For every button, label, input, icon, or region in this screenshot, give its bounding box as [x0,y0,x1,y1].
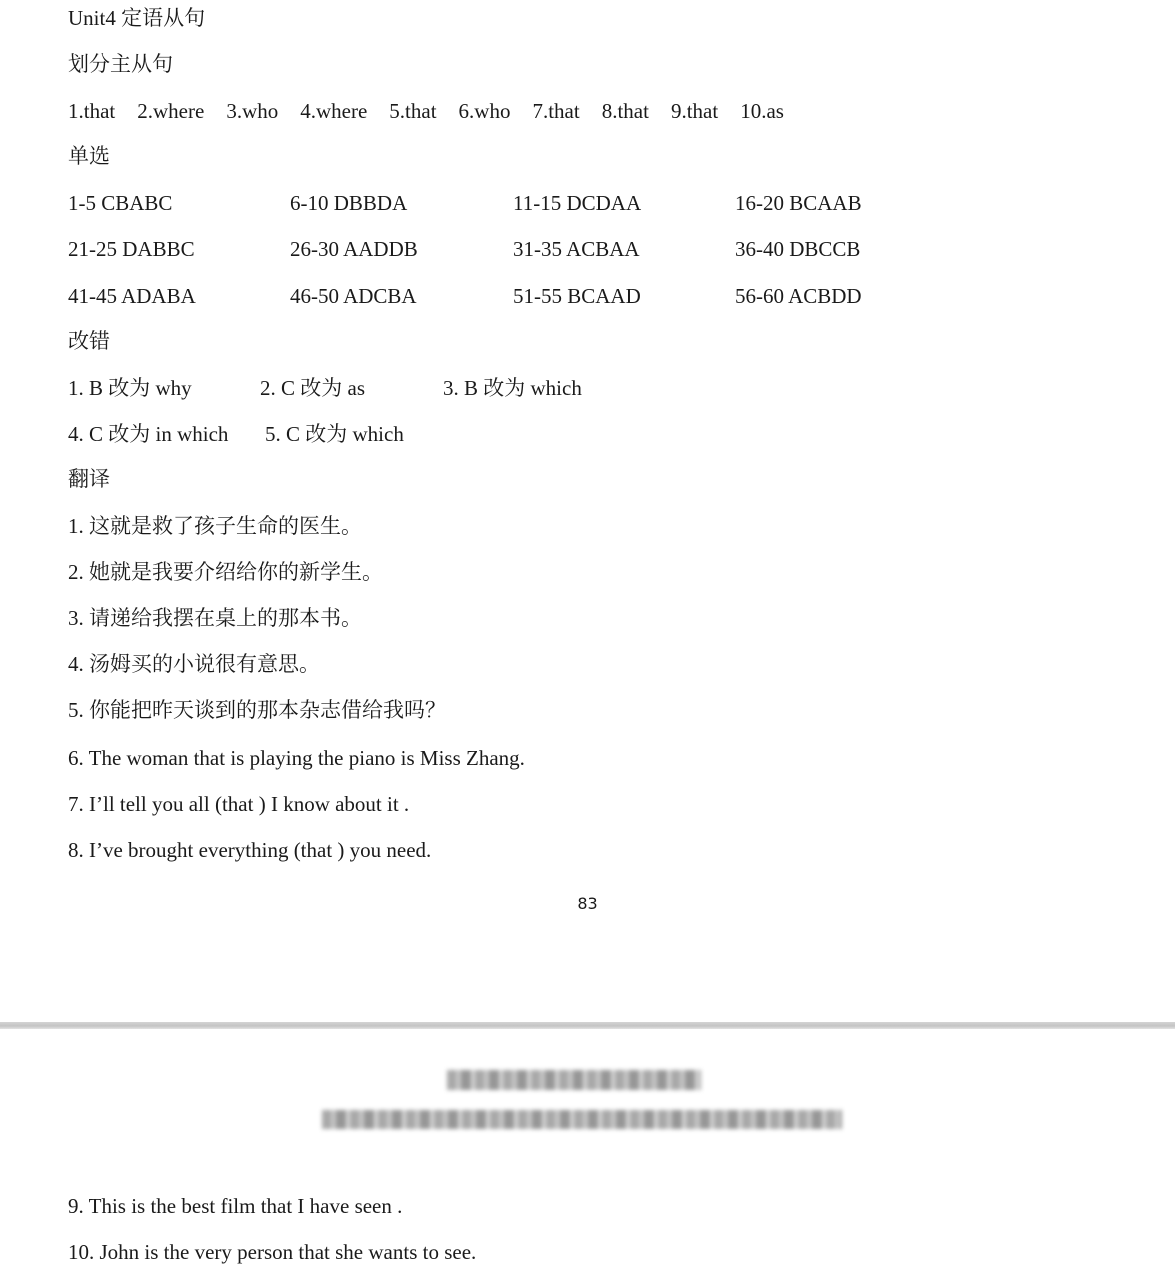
choice-group: 51-55 BCAAD [513,284,641,308]
translation-item: 1. 这就是救了孩子生命的医生。 [68,514,362,538]
clause-answer: 1.that [68,99,116,123]
clause-answer: 5.that [389,99,437,123]
section-heading-translation: 翻译 [68,467,110,491]
correction-item: 4. C 改为 in which [68,422,229,446]
choice-group: 6-10 DBBDA [290,191,408,215]
clause-answer: 2.where [137,99,205,123]
section-heading-multiple-choice: 单选 [68,144,110,168]
choice-group: 56-60 ACBDD [735,284,862,308]
correction-item: 3. B 改为 which [443,376,582,400]
translation-item: 5. 你能把昨天谈到的那本杂志借给我吗？ [68,698,446,722]
choice-group: 21-25 DABBC [68,237,195,261]
choice-group: 1-5 CBABC [68,191,173,215]
correction-item: 2. C 改为 as [260,376,365,400]
blurred-header-line [447,1070,701,1090]
page-separator [0,1022,1175,1029]
choice-group: 31-35 ACBAA [513,237,640,261]
choice-group: 36-40 DBCCB [735,237,861,261]
correction-item: 1. B 改为 why [68,376,192,400]
choice-group: 41-45 ADABA [68,284,196,308]
translation-item: 10. John is the very person that she wants to see. [68,1240,477,1264]
blurred-header-line [322,1110,842,1129]
clause-answer: 4.where [300,99,368,123]
translation-item: 7. I’ll tell you all (that ) I know about it . [68,792,410,816]
choice-group: 16-20 BCAAB [735,191,862,215]
clause-answers-line [68,97,784,125]
clause-answer: 6.who [458,99,511,123]
clause-answer: 8.that [601,99,649,123]
section-heading-error-correction: 改错 [68,329,110,353]
clause-answer: 9.that [670,99,719,123]
page-number: 83 [577,894,598,913]
translation-item: 8. I’ve brought everything (that ) you need. [68,838,432,862]
correction-item: 5. C 改为 which [265,422,404,446]
translation-item: 4. 汤姆买的小说很有意思。 [68,652,320,676]
choice-group: 11-15 DCDAA [513,191,642,215]
choice-group: 46-50 ADCBA [290,284,417,308]
clause-answer: 10.as [740,99,784,123]
translation-item: 6. The woman that is playing the piano is Miss Zhang. [68,746,525,770]
choice-group: 26-30 AADDB [290,237,418,261]
page-title: Unit4 定语从句 [68,6,206,30]
translation-item: 9. This is the best film that I have seen . [68,1194,403,1218]
clause-answer: 3.who [226,99,279,123]
translation-item: 3. 请递给我摆在桌上的那本书。 [68,606,362,630]
section-heading-clause-division: 划分主从句 [68,52,173,76]
clause-answer: 7.that [532,99,580,123]
translation-item: 2. 她就是我要介绍给你的新学生。 [68,560,383,584]
